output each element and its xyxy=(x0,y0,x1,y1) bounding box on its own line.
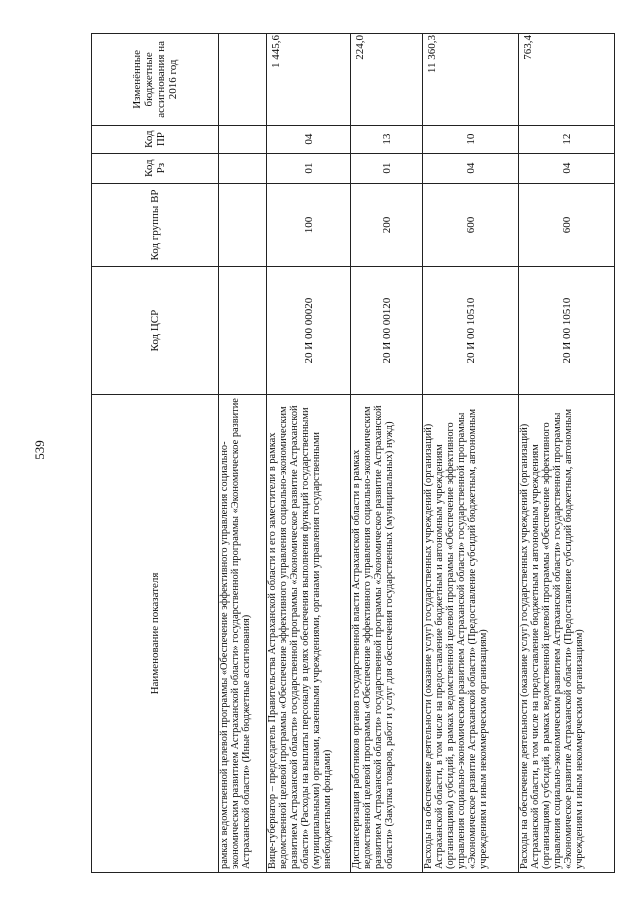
cell-vr: 200 xyxy=(351,183,423,267)
cell-csr xyxy=(219,267,267,395)
cell-rz: 04 xyxy=(423,153,519,183)
cell-rz: 04 xyxy=(519,153,615,183)
cell-amount: 763,4 xyxy=(519,34,615,126)
page-number: 539 xyxy=(32,440,47,460)
table-row xyxy=(267,34,351,873)
cell-rz: 01 xyxy=(351,153,423,183)
header-vr: Код группы ВР xyxy=(92,183,219,267)
cell-csr: 20 И 00 00020 xyxy=(267,267,351,395)
cell-name: Диспансеризация работников органов государственной власти Астраханской области в рамках ведомственной целевой программы «Обеспечение эффективного управления социально-экономическим развитием Астраханской области» государственной программы «Экономическое развитие Астраханской области» (Закупка товаров, работ и услуг для обеспечения государственных (муниципальных) нужд) xyxy=(351,394,423,872)
header-name: Наименование показателя xyxy=(92,394,219,872)
cell-vr: 100 xyxy=(267,183,351,267)
budget-table-container xyxy=(91,33,585,873)
cell-pr: 04 xyxy=(267,125,351,153)
cell-pr: 13 xyxy=(351,125,423,153)
header-csr: Код ЦСР xyxy=(92,267,219,395)
cell-vr: 600 xyxy=(519,183,615,267)
cell-name: Расходы на обеспечение деятельности (оказание услуг) государственных учреждений (организаций) Астраханской области, в том числе на предоставление бюджетным и автономным учреждениям (организациям) субсидий, в рамках ведомственной целевой программы «Обеспечение эффективного управления социально-экономическим развитием Астраханской области» государственной программы «Экономическое развитие Астраханской области» (Предоставление субсидий бюджетным, автономным учреждениям и иным некоммерческим организациям) xyxy=(519,394,615,872)
cell-pr: 12 xyxy=(519,125,615,153)
cell-name: Вице-губернатор – председатель Правительства Астраханской области и его заместители в рамках ведомственной целевой программы «Обеспечение эффективного управления социально-экономическим развитием Астраханской области» государственной программы «Экономическое развитие Астраханской области» (Расходы на выплаты персоналу в целях обеспечения выполнения функций государственными (муниципальными) органами, казенными учреждениями, органами управления государственными внебюджетными фондами) xyxy=(267,394,351,872)
cell-vr: 600 xyxy=(423,183,519,267)
header-amount: Изменённые бюджетные ассигнования на 2016 год xyxy=(92,34,219,126)
cell-rz xyxy=(219,153,267,183)
cell-rz: 01 xyxy=(267,153,351,183)
budget-table xyxy=(91,33,615,873)
cell-name: Расходы на обеспечение деятельности (оказание услуг) государственных учреждений (организаций) Астраханской области, в том числе на предоставление бюджетным и автономным учреждениям (организациям) субсидий, в рамках ведомственной целевой программы «Обеспечение эффективного управления социально-экономическим развитием Астраханской области» государственной программы «Экономическое развитие Астраханской области» (Предоставление субсидий бюджетным, автономным учреждениям и иным некоммерческим организациям) xyxy=(423,394,519,872)
table-row xyxy=(519,34,615,873)
table-header-row xyxy=(92,34,219,873)
cell-pr xyxy=(219,125,267,153)
budget-table-rotated xyxy=(91,33,585,873)
header-rz: Код Рз xyxy=(92,153,219,183)
cell-name: рамках ведомственной целевой программы «Обеспечение эффективного управления социально-экономическим развитием Астраханской области» государственной программы «Экономическое развитие Астраханской области» (Иные бюджетные ассигнования) xyxy=(219,394,267,872)
cell-amount: 11 360,3 xyxy=(423,34,519,126)
cell-csr: 20 И 00 10510 xyxy=(423,267,519,395)
cell-pr: 10 xyxy=(423,125,519,153)
table-row xyxy=(351,34,423,873)
cell-amount: 224,0 xyxy=(351,34,423,126)
cell-amount: 1 445,6 xyxy=(267,34,351,126)
cell-vr xyxy=(219,183,267,267)
table-row xyxy=(219,34,267,873)
header-pr: Код ПР xyxy=(92,125,219,153)
cell-csr: 20 И 00 00120 xyxy=(351,267,423,395)
cell-csr: 20 И 00 10510 xyxy=(519,267,615,395)
table-row xyxy=(423,34,519,873)
cell-amount xyxy=(219,34,267,126)
